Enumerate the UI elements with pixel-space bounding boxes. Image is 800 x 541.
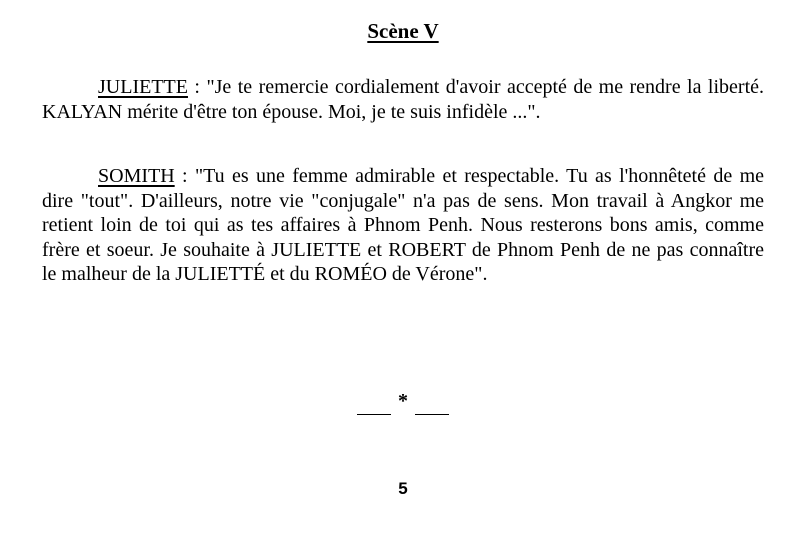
document-page [42,0,764,541]
dialogue-paragraph-juliette [42,75,764,124]
speaker-name-somith: SOMITH [98,165,175,187]
speaker-separator: : [187,76,207,98]
section-break-right-rule [415,414,449,415]
dialogue-paragraph-somith [42,164,764,287]
section-break-left-rule [357,414,391,415]
dialogue-text-somith: "Tu es une femme admirable et respectable. Tu as l'honnêteté de me dire "tout". D'ailleurs, notre vie "conjugale" n'a pas de sens. Mon travail à Angkor me retient loin de toi qui as tes affaires à Phnom Penh. Nous resterons bons amis, comme frère et soeur. Je souhaite à JULIETTE et ROBERT de Phnom Penh de ne pas connaître le malheur de la JULIETTÉ et du ROMÉO de Vérone". [42,165,764,285]
section-break-star: * [398,390,408,412]
speaker-name-juliette: JULIETTE [98,76,188,98]
dialogue-text-juliette: "Je te remercie cordialement d'avoir accepté de me rendre la liberté. KALYAN mérite d'être ton épouse. Moi, je te suis infidèle ...". [42,76,764,123]
section-break [42,390,764,419]
scene-title: Scène V [367,19,439,43]
speaker-separator: : [174,165,195,187]
page-number: 5 [398,479,408,498]
